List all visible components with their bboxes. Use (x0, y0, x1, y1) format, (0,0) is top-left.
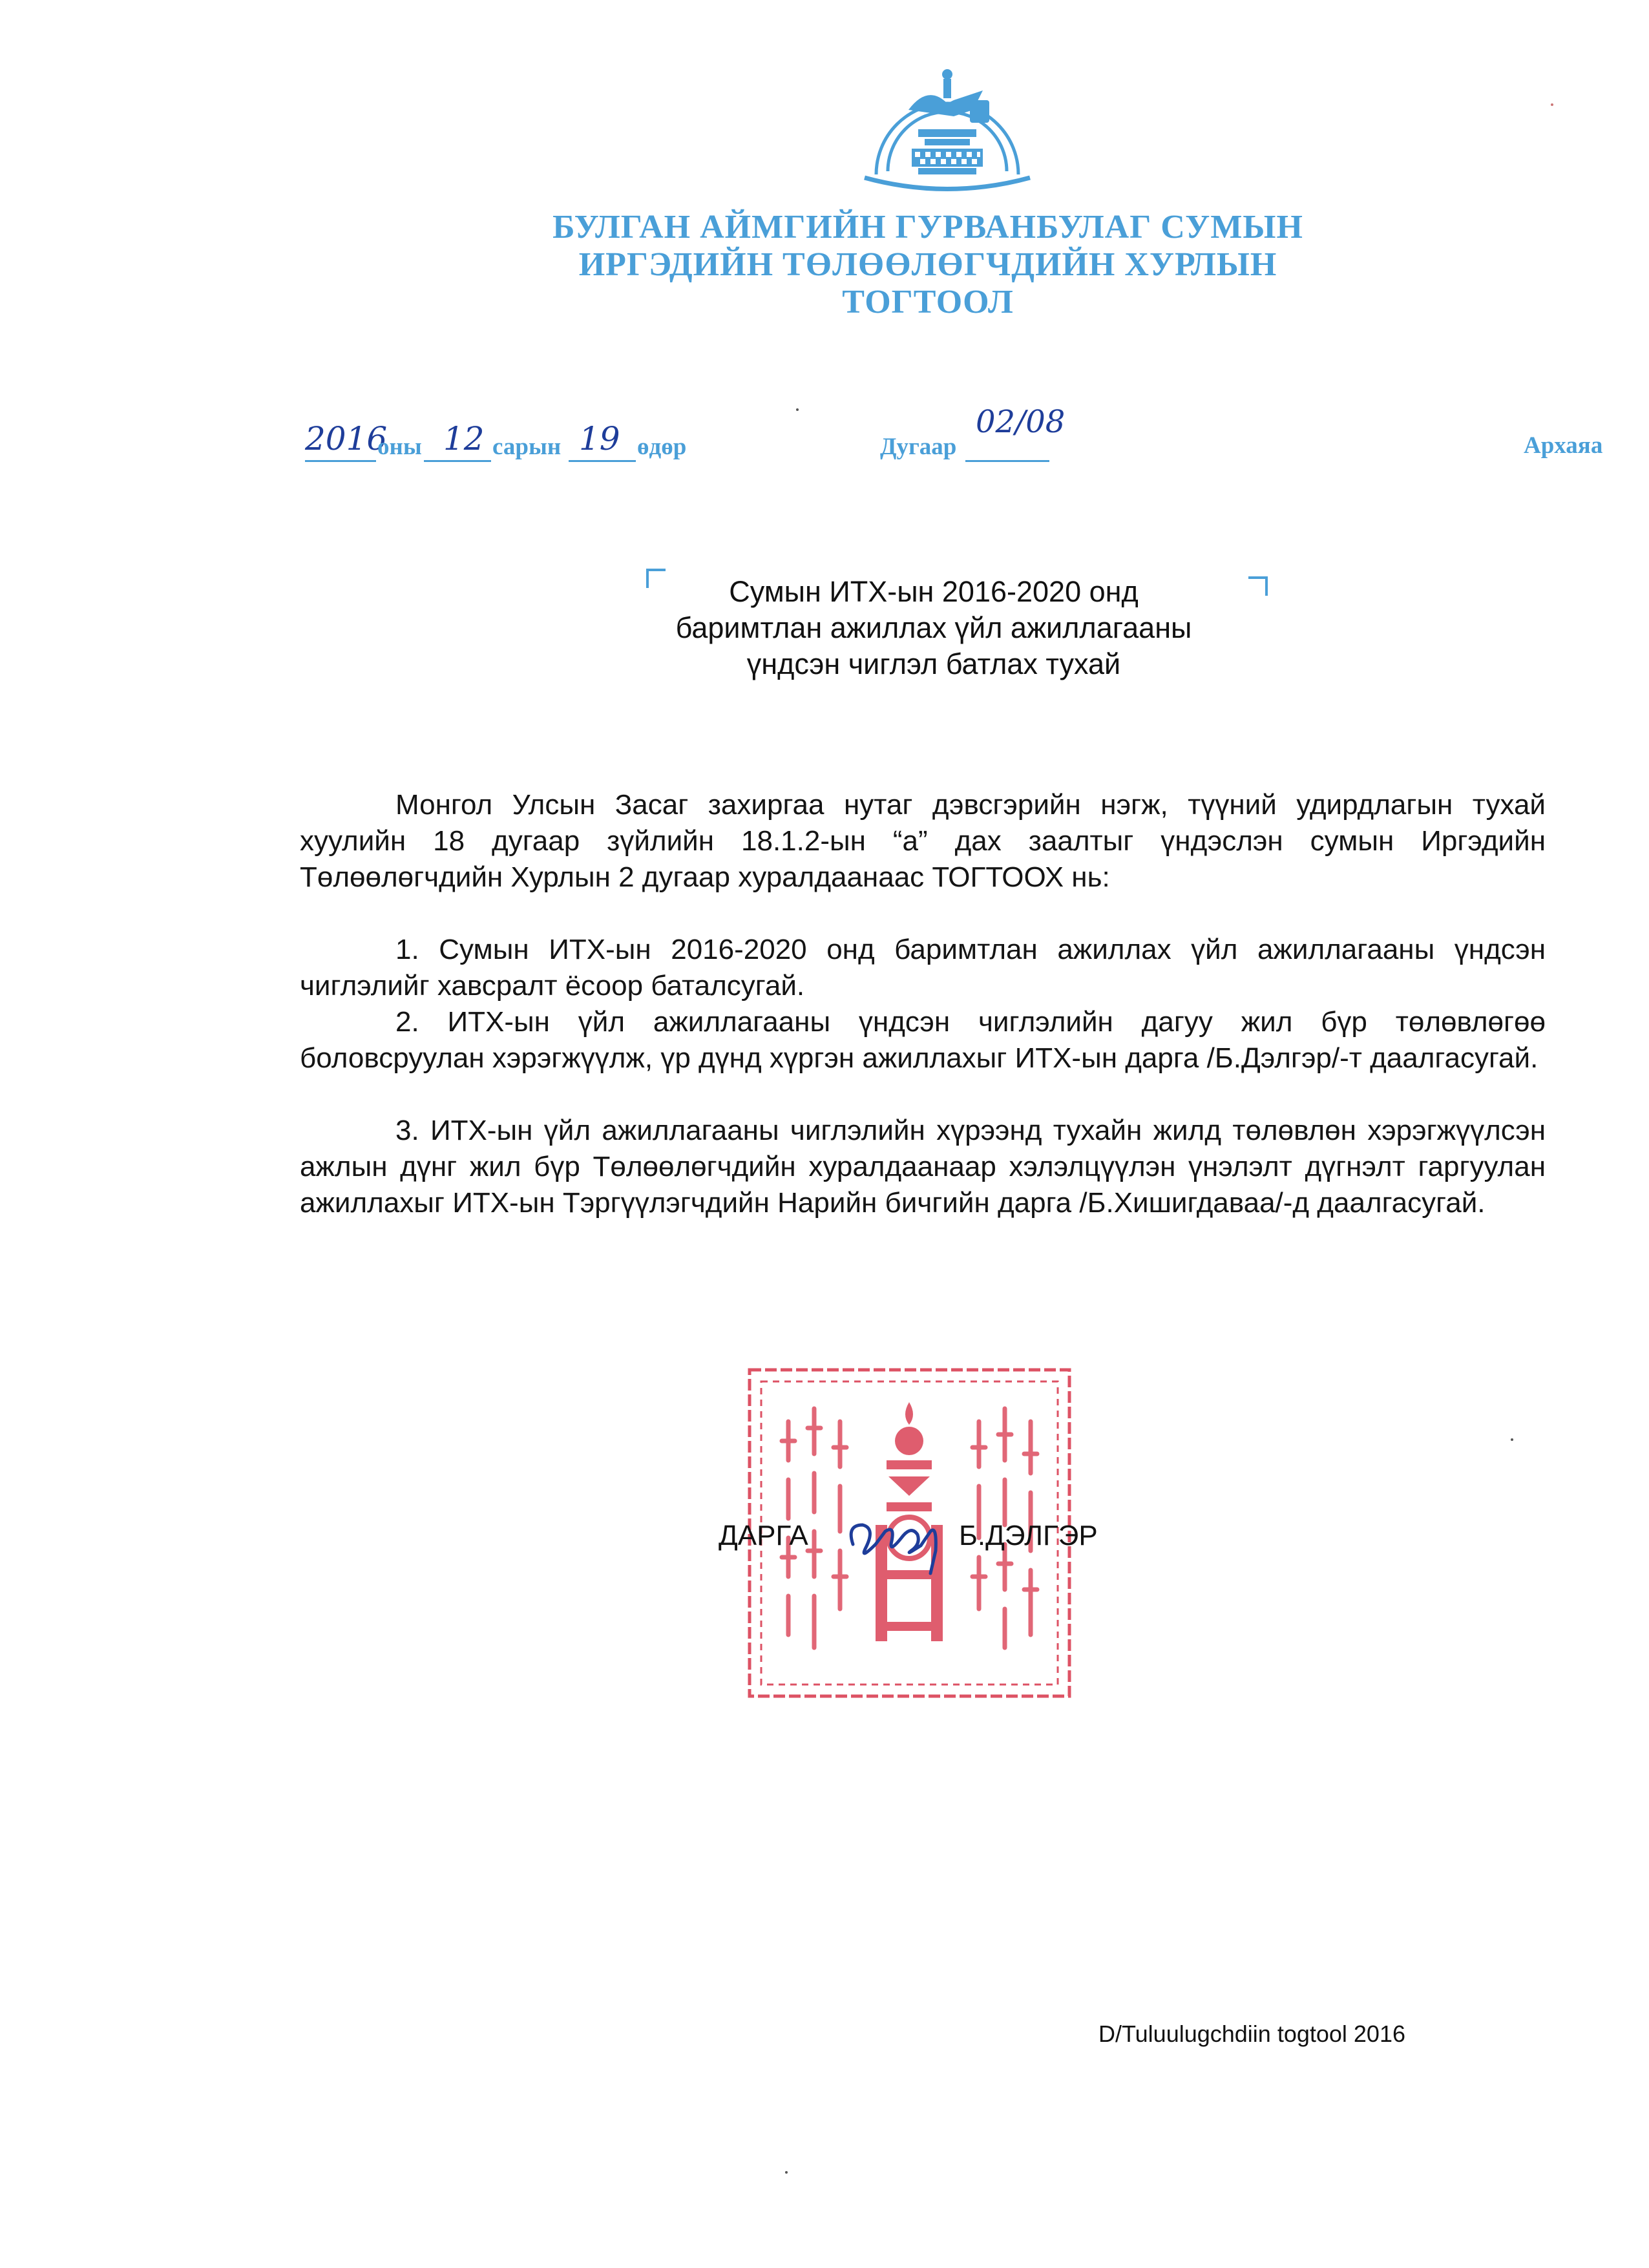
date-month-label: сарын (492, 434, 562, 460)
scan-speck (785, 2171, 788, 2174)
date-day-handwritten: 19 (579, 420, 620, 457)
signature-name: Б.ДЭЛГЭР (959, 1520, 1098, 1551)
subject-line-1: Сумын ИТХ-ын 2016-2020 онд (729, 575, 1139, 608)
number-label: Дугаар (880, 434, 957, 460)
header-line-1: БУЛГАН АЙМГИЙН ГУРВАНБУЛАГ СУМЫН (552, 209, 1303, 246)
subject-line-2: баримтлан ажиллах үйл ажиллагааны (675, 611, 1192, 644)
place-label: Архаяа (1524, 432, 1603, 459)
number-handwritten: 02/08 (976, 404, 1066, 440)
number-underline (965, 460, 1049, 462)
scan-speck (796, 408, 799, 411)
body-item-3: 3. ИТХ-ын үйл ажиллагааны чиглэлийн хүрээнд тухайн жилд төлөвлөн хэрэгжүүлсэн ажлын дүнг жил бүр Төлөөлөгчдийн хуралдаанаар хэлэлцүүлэн үнэлэлт дүгнэлт гаргуулан ажиллахыг ИТХ-ын Тэргүүлэгчдийн Нарийн бичгийн дарга /Б.Хишигдаваа/-д даалгасугай. (300, 1115, 1546, 1219)
scan-speck (1551, 103, 1553, 106)
date-day-underline (569, 460, 636, 462)
body-intro-paragraph: Монгол Улсын Засаг захиргаа нутаг дэвсгэрийн нэгж, түүний удирдлагын тухай хуулийн 18 дугаар зүйлийн 18.1.2-ын “а” дах заалтыг үндэслэн сумын Иргэдийн Төлөөлөгчдийн Хурлын 2 дугаар хуралдаанаас ТОГТООХ нь: (300, 789, 1546, 893)
date-year-label: оны (377, 434, 422, 460)
date-year-underline (305, 460, 376, 462)
header-line-2: ИРГЭДИЙН ТӨЛӨӨЛӨГЧДИЙН ХУРЛЫН (578, 246, 1277, 283)
body-item-2: 2. ИТХ-ын үйл ажиллагааны үндсэн чиглэлийн дагуу жил бүр төлөвлөгөө боловсруулан хэрэгжүүлж, үр дүнд хүргэн ажиллахыг ИТХ-ын дарга /Б.Дэлгэр/-т даалгасугай. (300, 1006, 1546, 1074)
scan-speck (1511, 1438, 1513, 1441)
body-item-1: 1. Сумын ИТХ-ын 2016-2020 онд баримтлан ажиллах үйл ажиллагааны үндсэн чиглэлийг хавсралт ёсоор баталсугай. (300, 934, 1546, 1002)
date-month-handwritten: 12 (443, 420, 485, 457)
header-line-3: ТОГТООЛ (842, 284, 1014, 320)
state-emblem-logo (850, 39, 1044, 204)
handwritten-signature (840, 1506, 950, 1577)
subject-line-3: үндсэн чиглэл батлах тухай (746, 647, 1121, 680)
signature-title: ДАРГА (719, 1520, 808, 1551)
date-day-label: өдөр (637, 434, 687, 460)
footer-file-reference: D/Tuluulugchdiin togtool 2016 (1098, 2021, 1405, 2047)
date-month-underline (424, 460, 491, 462)
date-year-handwritten: 2016 (305, 420, 388, 457)
